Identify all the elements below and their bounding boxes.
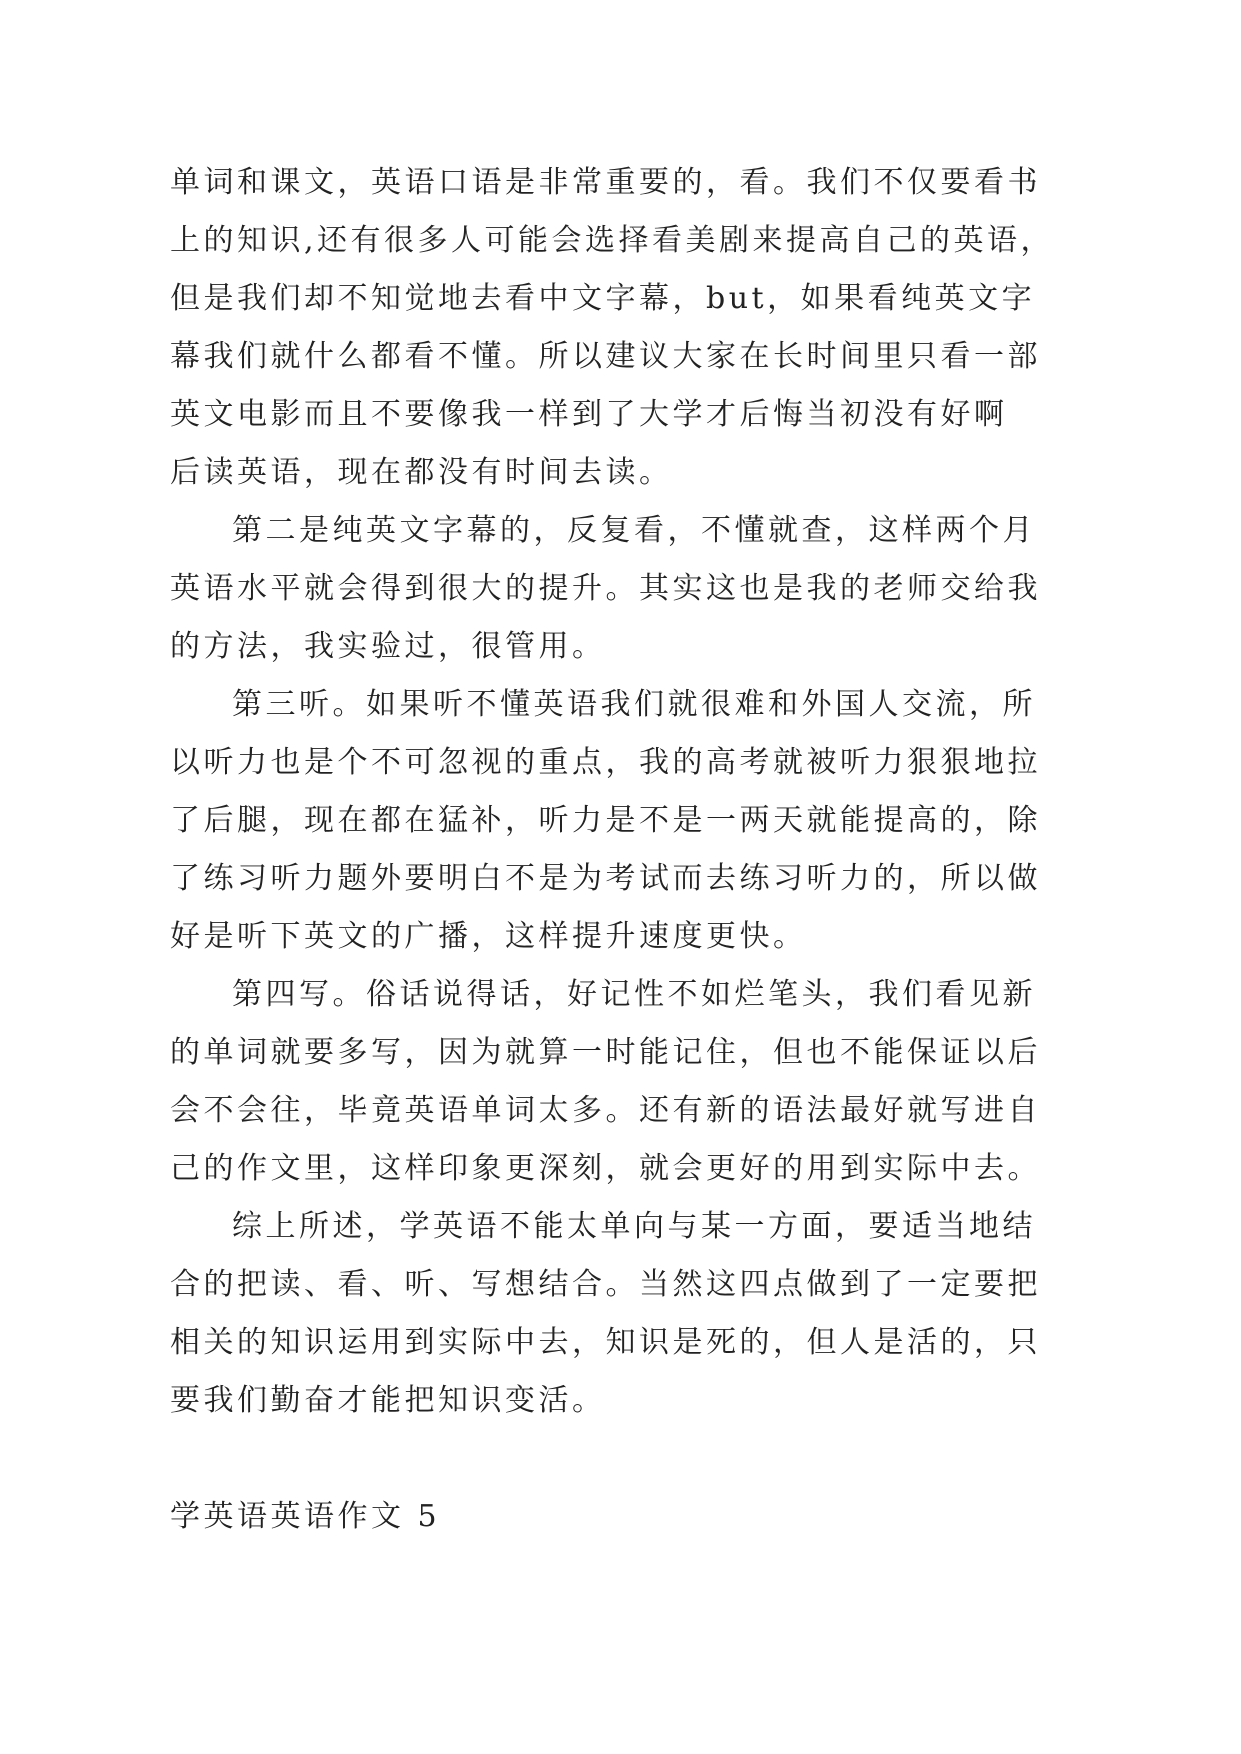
document-body — [170, 154, 1110, 1546]
text-line: 英语水平就会得到很大的提升。其实这也是我的老师交给我 — [170, 571, 1041, 606]
text-line: 以听力也是个不可忽视的重点，我的高考就被听力狠狠地拉 — [170, 745, 1041, 780]
text-line: 了后腿，现在都在猛补，听力是不是一两天就能提高的，除 — [170, 803, 1041, 838]
text-line: 合的把读、看、听、写想结合。当然这四点做到了一定要把 — [170, 1267, 1041, 1302]
text-line: 好是听下英文的广播，这样提升速度更快。 — [170, 919, 807, 954]
paragraph — [170, 966, 1110, 1198]
text-line: 的单词就要多写，因为就算一时能记住，但也不能保证以后 — [170, 1035, 1041, 1070]
text-line: 的方法，我实验过，很管用。 — [170, 629, 606, 664]
text-line: 英文电影而且不要像我一样到了大学才后悔当初没有好啊 — [170, 397, 1008, 432]
text-line: 要我们勤奋才能把知识变活。 — [170, 1383, 606, 1418]
text-line: 会不会往，毕竟英语单词太多。还有新的语法最好就写进自 — [170, 1093, 1041, 1128]
text-line: 第三听。如果听不懂英语我们就很难和外国人交流，所 — [232, 687, 1036, 722]
text-line: 相关的知识运用到实际中去，知识是死的，但人是活的，只 — [170, 1325, 1041, 1360]
paragraph — [170, 154, 1110, 502]
text-line: 幕我们就什么都看不懂。所以建议大家在长时间里只看一部 — [170, 339, 1041, 374]
paragraph — [170, 502, 1110, 676]
blank-line — [170, 1430, 1110, 1488]
text-line: 第二是纯英文字幕的，反复看，不懂就查，这样两个月 — [232, 513, 1036, 548]
text-line: 后读英语，现在都没有时间去读。 — [170, 455, 673, 490]
text-line: 单词和课文，英语口语是非常重要的，看。我们不仅要看书 — [170, 165, 1041, 200]
text-line: 第四写。俗话说得话，好记性不如烂笔头，我们看见新 — [232, 977, 1036, 1012]
text-line: 上的知识,还有很多人可能会选择看美剧来提高自己的英语， — [170, 223, 1055, 258]
text-line: 综上所述，学英语不能太单向与某一方面，要适当地结 — [232, 1209, 1036, 1244]
text-line: 但是我们却不知觉地去看中文字幕，but，如果看纯英文字 — [170, 281, 1036, 316]
paragraph — [170, 676, 1110, 966]
text-line: 己的作文里，这样印象更深刻，就会更好的用到实际中去。 — [170, 1151, 1041, 1186]
paragraph — [170, 1198, 1110, 1430]
text-line: 了练习听力题外要明白不是为考试而去练习听力的，所以做 — [170, 861, 1041, 896]
section-heading: 学英语英语作文 5 — [170, 1499, 441, 1534]
